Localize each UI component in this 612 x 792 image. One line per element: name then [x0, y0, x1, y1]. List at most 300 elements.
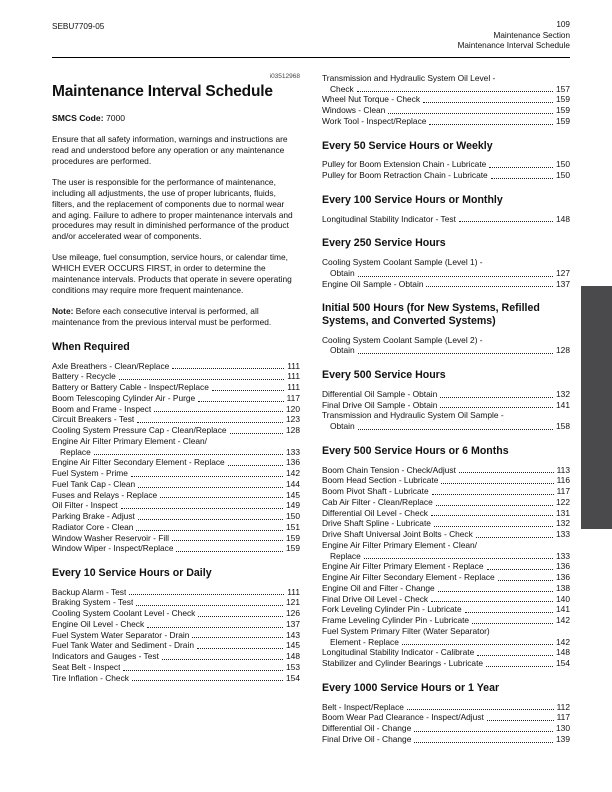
toc-entry-title: Drive Shaft Spline - Lubricate: [322, 518, 431, 529]
toc-entry-line: [52, 393, 300, 404]
dot-leader: [357, 84, 553, 93]
section-heading: Every 250 Service Hours: [322, 237, 446, 250]
toc-entry-line: [322, 279, 570, 290]
toc-entry-line: [52, 468, 300, 479]
toc-entry-title: Fuel System - Prime: [52, 468, 128, 478]
toc-entry-title: Fork Leveling Cylinder Pin - Lubricate: [322, 604, 462, 615]
toc-entry-line: [322, 712, 570, 723]
toc-page-number: 151: [286, 521, 300, 532]
section-heading: Every 50 Service Hours or Weekly: [322, 139, 493, 152]
toc-entry: [322, 257, 570, 279]
toc-entry-line: [52, 479, 300, 490]
toc-entry: [52, 479, 300, 490]
toc-entry-title: Final Drive Oil Level - Check: [322, 593, 429, 604]
dot-leader: [364, 551, 553, 560]
toc-entry: [52, 662, 300, 673]
toc-entry: [322, 465, 570, 476]
toc-entry-line: [52, 425, 300, 436]
toc-page-number: 148: [556, 647, 570, 658]
toc-page-number: 111: [287, 586, 300, 597]
toc-page-number: 132: [556, 388, 570, 399]
note-label: Note:: [52, 305, 74, 316]
dot-leader: [414, 734, 553, 743]
toc-entry-title: Axle Breathers - Clean/Replace: [52, 360, 170, 371]
dot-leader: [358, 268, 553, 277]
dot-leader: [402, 637, 553, 646]
toc-entry: [322, 214, 570, 225]
toc-entry-line: [322, 84, 570, 95]
toc-page-number: 153: [286, 661, 300, 672]
dot-leader: [431, 594, 553, 603]
toc-entry-line: [322, 475, 570, 486]
toc-entry-title: Belt - Inspect/Replace: [322, 701, 404, 712]
toc-entry-line: [322, 723, 570, 734]
toc-entry: [322, 572, 570, 583]
toc-entry: [322, 400, 570, 411]
toc-entry-title: Boom Wear Pad Clearance - Inspect/Adjust: [322, 712, 484, 723]
toc-entry-title: Oil Filter - Inspect: [52, 500, 118, 511]
toc-entry-text: Fuel System Primary Filter (Water Separator): [322, 625, 490, 636]
toc-entry: [52, 673, 300, 684]
toc-entry: [52, 500, 300, 511]
toc-entry: [322, 486, 570, 497]
toc-entry-title: Pulley for Boom Extension Chain - Lubricate: [322, 159, 487, 170]
toc-entry-line: [322, 658, 570, 669]
toc-entry-title: Differential Oil Sample - Obtain: [322, 388, 438, 399]
toc-page-number: 113: [556, 464, 570, 475]
doc-code: SEBU7709-05: [52, 22, 105, 31]
toc-page-number: 140: [556, 593, 570, 604]
toc-entry: [322, 105, 570, 116]
toc-entry: [322, 615, 570, 626]
toc-page-number: 136: [286, 457, 300, 468]
intro-paragraph: Use mileage, fuel consumption, service hours, or calendar time, WHICH EVER OCCURS FIRST, in order to determine the maintenance intervals. Products that operate in severe operating conditions may require more frequent maintenance.: [52, 252, 292, 296]
toc-entry-title: Replace: [330, 550, 361, 561]
toc-entry: [322, 647, 570, 658]
toc-entry-title: Drive Shaft Universal Joint Bolts - Check: [322, 529, 473, 540]
toc-entry-title: Windows - Clean: [322, 105, 386, 116]
section-heading: Every 1000 Service Hours or 1 Year: [322, 681, 500, 694]
dot-leader: [138, 511, 283, 520]
toc-entry-line: [322, 465, 570, 476]
toc-entry: [52, 597, 300, 608]
toc-entry-title: Fuel Tank Water and Sediment - Drain: [52, 640, 194, 651]
toc-entry-title: Engine Oil Level - Check: [52, 618, 145, 629]
dot-leader: [440, 400, 553, 409]
toc-entry-title: Work Tool - Inspect/Replace: [322, 115, 427, 126]
toc-entry-line: [52, 490, 300, 501]
toc-entry: [322, 540, 570, 562]
toc-entry: [52, 414, 300, 425]
toc-entry: [322, 658, 570, 669]
dot-leader: [465, 604, 553, 613]
toc-page-number: 141: [556, 604, 570, 615]
right-column: [322, 73, 570, 745]
dot-leader: [491, 170, 553, 179]
dot-leader: [228, 457, 283, 466]
toc-entry-line: [322, 268, 570, 279]
toc-page-number: 142: [286, 468, 300, 478]
toc-page-number: 111: [287, 360, 300, 371]
toc-entry-line: [322, 551, 570, 562]
section-heading: Every 500 Service Hours: [322, 369, 446, 382]
toc-entry-title: Cooling System Coolant Level - Check: [52, 608, 196, 619]
toc-entry-title: Check: [330, 83, 354, 94]
dot-leader: [131, 468, 283, 477]
dot-leader: [476, 529, 553, 538]
section-tab-marker: [581, 286, 612, 529]
toc-entry-title: Circuit Breakers - Test: [52, 414, 135, 425]
toc-entry: [52, 393, 300, 404]
dot-leader: [147, 619, 283, 628]
toc-entry-text: Cooling System Coolant Sample (Level 2) -: [322, 334, 483, 345]
toc-entry: [52, 425, 300, 436]
toc-page-number: 126: [286, 608, 300, 619]
toc-entry: [322, 389, 570, 400]
dot-leader: [172, 361, 284, 370]
toc-page-number: 159: [556, 94, 570, 105]
toc-entry-title: Final Drive Oil Sample - Obtain: [322, 399, 438, 410]
toc-entry-line: [52, 662, 300, 673]
toc-entry-line: [52, 630, 300, 641]
toc-entry-line: [322, 702, 570, 713]
toc-entry-line: [322, 214, 570, 225]
toc-entry-title: Longitudinal Stability Indicator - Calibrate: [322, 647, 475, 658]
smcs-code-line: [52, 113, 300, 123]
header-rule: [52, 57, 570, 58]
toc-entry: [52, 436, 300, 458]
toc-page-number: 120: [286, 403, 300, 414]
toc-entry-title: Engine Air Filter Primary Element - Replace: [322, 561, 484, 572]
toc-entry-title: Tire Inflation - Check: [52, 672, 129, 683]
toc-entry: [322, 561, 570, 572]
dot-leader: [438, 583, 553, 592]
toc-entry-line: [52, 651, 300, 662]
toc-entry-line: [322, 159, 570, 170]
toc-entry: [52, 587, 300, 598]
toc-entry-line: [322, 170, 570, 181]
dot-leader: [138, 479, 283, 488]
doc-id: i03512968: [269, 72, 300, 80]
article-title: Maintenance Interval Schedule: [52, 82, 273, 100]
toc-entry: [52, 630, 300, 641]
content-columns: [52, 73, 570, 745]
toc-entry-title: Fuses and Relays - Replace: [52, 489, 158, 500]
toc-entry-title: Boom Head Section - Lubricate: [322, 475, 439, 486]
dot-leader: [358, 421, 553, 430]
toc-entry: [52, 651, 300, 662]
toc-entry-line: [322, 105, 570, 116]
toc-entry-line: [52, 447, 300, 458]
toc-entry-line: [322, 508, 570, 519]
toc-entry: [52, 490, 300, 501]
toc-entry-text: Transmission and Hydraulic System Oil Level -: [322, 72, 496, 83]
header-right: [458, 20, 570, 52]
dot-leader: [121, 500, 283, 509]
toc-entry: [52, 468, 300, 479]
toc-entry-title: Fuel Tank Cap - Clean: [52, 478, 136, 489]
toc-entry: [52, 619, 300, 630]
toc-page-number: 143: [286, 629, 300, 640]
dot-leader: [162, 651, 283, 660]
dot-leader: [136, 597, 283, 606]
dot-leader: [431, 508, 553, 517]
toc-entry-line: [322, 421, 570, 432]
toc-page-number: 136: [556, 572, 570, 583]
toc-entry-line: [52, 619, 300, 630]
dot-leader: [426, 279, 553, 288]
dot-leader: [388, 105, 553, 114]
dot-leader: [487, 712, 554, 721]
toc-entry-title: Obtain: [330, 421, 355, 432]
toc-entry-title: Differential Oil - Change: [322, 723, 412, 734]
toc-entry-line: [322, 615, 570, 626]
toc-page-number: 128: [286, 425, 300, 435]
toc-entry: [52, 608, 300, 619]
toc-entry: [52, 361, 300, 372]
toc-entry: [322, 170, 570, 181]
toc-entry-title: Fuel System Water Separator - Drain: [52, 629, 190, 640]
toc-entry-text: Cooling System Coolant Sample (Level 1) -: [322, 257, 483, 268]
toc-page-number: 116: [556, 475, 570, 486]
dot-leader: [358, 345, 553, 354]
dot-leader: [423, 94, 553, 103]
toc-entry-title: Engine Oil and Filter - Change: [322, 582, 435, 593]
toc-page-number: 159: [556, 115, 570, 126]
dot-leader: [172, 533, 283, 542]
toc-entry-title: Engine Air Filter Secondary Element - Replace: [52, 457, 225, 468]
smcs-value: 7000: [105, 112, 126, 123]
dot-leader: [154, 404, 283, 413]
toc-entry: [322, 94, 570, 105]
toc-page-number: 122: [556, 496, 570, 507]
toc-entry-line: [52, 457, 300, 468]
dot-leader: [432, 486, 554, 495]
toc-entry-title: Indicators and Gauges - Test: [52, 651, 159, 662]
toc-entry-line: [52, 500, 300, 511]
smcs-label: SMCS Code:: [52, 112, 104, 123]
toc-entry: [322, 583, 570, 594]
toc-page-number: 159: [286, 543, 300, 554]
toc-entry: [52, 533, 300, 544]
intro-paragraph: The user is responsible for the performance of maintenance, including all adjustments, the use of proper lubricants, fluids, filters, and the replacement of components due to normal wear and aging. Failure to adhere to proper maintenance intervals and procedures may result in diminished performance of the product and/or accelerated wear of components.: [52, 176, 293, 242]
toc-page-number: 133: [286, 446, 300, 457]
page-header: [52, 20, 570, 52]
toc-page-number: 137: [286, 618, 300, 629]
toc-entry-title: Battery or Battery Cable - Inspect/Replace: [52, 382, 209, 392]
toc-entry-title: Differential Oil Level - Check: [322, 507, 428, 518]
toc-page-number: 137: [556, 278, 570, 289]
toc-page-number: 131: [556, 507, 570, 518]
toc-entry-title: Seat Belt - Inspect: [52, 661, 121, 672]
toc-page-number: 154: [556, 658, 570, 669]
toc-entry: [322, 508, 570, 519]
dot-leader: [434, 518, 553, 527]
toc-page-number: 133: [556, 550, 570, 561]
dot-leader: [137, 414, 283, 423]
toc-page-number: 150: [556, 159, 570, 170]
toc-entry-title: Final Drive Oil - Change: [322, 733, 412, 744]
dot-leader: [94, 447, 283, 456]
toc-entry-title: Parking Brake - Adjust: [52, 511, 135, 521]
toc-entry-line: [322, 647, 570, 658]
toc-entry-line: [52, 543, 300, 554]
toc-page-number: 158: [556, 421, 570, 432]
toc-entry-line: [52, 382, 300, 393]
toc-entry-text: Engine Air Filter Primary Element - Clean/: [322, 539, 477, 550]
toc-entry-title: Pulley for Boom Retraction Chain - Lubricate: [322, 170, 488, 181]
toc-page-number: 136: [556, 561, 570, 572]
toc-entry-line: [52, 522, 300, 533]
toc-page-number: 159: [286, 532, 300, 543]
header-page-number: 109: [556, 20, 570, 29]
toc-page-number: 148: [286, 651, 300, 662]
section-heading: When Required: [52, 340, 130, 353]
header-section: Maintenance Section: [493, 30, 570, 40]
toc-page-number: 123: [286, 414, 300, 425]
toc-entry: [322, 410, 570, 432]
toc-entry-line: [322, 94, 570, 105]
section-heading: Every 100 Service Hours or Monthly: [322, 193, 503, 206]
toc-entry: [52, 457, 300, 468]
dot-leader: [198, 608, 283, 617]
header-subsection: Maintenance Interval Schedule: [457, 41, 570, 51]
toc-page-number: 111: [287, 371, 300, 382]
toc-page-number: 141: [556, 399, 570, 410]
toc-entry-line: [52, 361, 300, 372]
toc-page-number: 150: [556, 170, 570, 181]
toc-entry-title: Radiator Core - Clean: [52, 521, 134, 532]
dot-leader: [129, 587, 284, 596]
toc-page-number: 112: [556, 701, 570, 712]
toc-entry: [322, 335, 570, 357]
section-heading: Initial 500 Hours (for New Systems, Refilled Systems, and Converted Systems): [322, 302, 540, 328]
toc-entry-title: Braking System - Test: [52, 597, 134, 608]
toc-page-number: 159: [556, 105, 570, 116]
dot-leader: [459, 465, 554, 474]
toc-entry-line: [52, 371, 300, 382]
toc-entry-title: Boom Pivot Shaft - Lubricate: [322, 486, 429, 497]
toc-page-number: 121: [286, 597, 300, 608]
toc-entry: [322, 497, 570, 508]
toc-page-number: 157: [556, 83, 570, 94]
toc-entry: [322, 702, 570, 713]
dot-leader: [489, 159, 553, 168]
toc-entry-line: [52, 640, 300, 651]
toc-entry-line: [322, 400, 570, 411]
dot-leader: [459, 214, 553, 223]
intro-paragraph: Ensure that all safety information, warnings and instructions are read and understood before any operation or any maintenance procedures are performed.: [52, 133, 288, 166]
note-text: Before each consecutive interval is performed, all maintenance from the previous interval must be performed.: [52, 305, 272, 327]
toc-entry: [322, 73, 570, 95]
left-column: [52, 73, 300, 745]
toc-entry-line: [322, 594, 570, 605]
toc-page-number: 117: [556, 486, 570, 497]
left-toc-sections: [52, 341, 300, 684]
toc-entry-title: Wheel Nut Torque - Check: [322, 94, 421, 105]
toc-entry-line: [52, 414, 300, 425]
dot-leader: [123, 662, 283, 671]
toc-entry-line: [52, 404, 300, 415]
dot-leader: [160, 490, 283, 499]
dot-leader: [192, 630, 283, 639]
dot-leader: [119, 371, 285, 380]
toc-entry-title: Stabilizer and Cylinder Bearings - Lubricate: [322, 658, 484, 669]
toc-entry: [52, 404, 300, 415]
toc-page-number: 142: [556, 636, 570, 647]
toc-entry-line: [52, 533, 300, 544]
toc-entry-line: [52, 511, 300, 522]
toc-entry: [322, 529, 570, 540]
dot-leader: [498, 572, 553, 581]
dot-leader: [136, 522, 283, 531]
dot-leader: [440, 389, 553, 398]
dot-leader: [436, 497, 553, 506]
toc-page-number: 145: [286, 489, 300, 500]
toc-entry-line: [322, 561, 570, 572]
dot-leader: [230, 425, 283, 434]
toc-page-number: 142: [556, 615, 570, 626]
toc-entry-title: Cab Air Filter - Clean/Replace: [322, 496, 433, 507]
toc-entry-line: [322, 497, 570, 508]
dot-leader: [429, 116, 553, 125]
toc-entry-line: [52, 608, 300, 619]
toc-page-number: 149: [286, 500, 300, 511]
toc-entry: [322, 116, 570, 127]
dot-leader: [197, 640, 283, 649]
dot-leader: [472, 615, 553, 624]
toc-page-number: 127: [556, 267, 570, 278]
toc-entry-title: Engine Air Filter Secondary Element - Replace: [322, 572, 495, 583]
toc-page-number: 130: [556, 723, 570, 734]
toc-entry: [52, 640, 300, 651]
toc-page-number: 138: [556, 582, 570, 593]
toc-entry-title: Obtain: [330, 267, 355, 278]
toc-entry: [322, 475, 570, 486]
toc-entry-line: [322, 389, 570, 400]
toc-entry-text: Engine Air Filter Primary Element - Clean/: [52, 435, 207, 446]
toc-entry-line: [322, 604, 570, 615]
toc-entry: [322, 734, 570, 745]
toc-page-number: 117: [556, 712, 570, 723]
toc-page-number: 148: [556, 213, 570, 224]
section-heading: Every 10 Service Hours or Daily: [52, 567, 212, 579]
dot-leader: [132, 673, 283, 682]
toc-entry-line: [322, 518, 570, 529]
dot-leader: [176, 543, 283, 552]
toc-entry: [322, 594, 570, 605]
toc-entry: [52, 511, 300, 522]
toc-entry-title: Boom and Frame - Inspect: [52, 403, 152, 414]
toc-entry-line: [322, 734, 570, 745]
toc-page-number: 132: [556, 518, 570, 529]
toc-entry: [322, 279, 570, 290]
dot-leader: [487, 561, 554, 570]
dot-leader: [198, 393, 283, 402]
toc-entry-line: [322, 345, 570, 356]
toc-page-number: 145: [286, 640, 300, 651]
toc-entry-line: [322, 583, 570, 594]
toc-page-number: 144: [286, 478, 300, 489]
dot-leader: [477, 647, 553, 656]
toc-entry-title: Boom Chain Tension - Check/Adjust: [322, 464, 456, 475]
toc-entry-line: [52, 587, 300, 598]
section-heading: Every 500 Service Hours or 6 Months: [322, 444, 509, 457]
toc-entry-title: Battery - Recycle: [52, 371, 116, 382]
toc-entry-title: Replace: [60, 446, 91, 457]
toc-entry-title: Obtain: [330, 345, 355, 356]
toc-page-number: 139: [556, 733, 570, 744]
